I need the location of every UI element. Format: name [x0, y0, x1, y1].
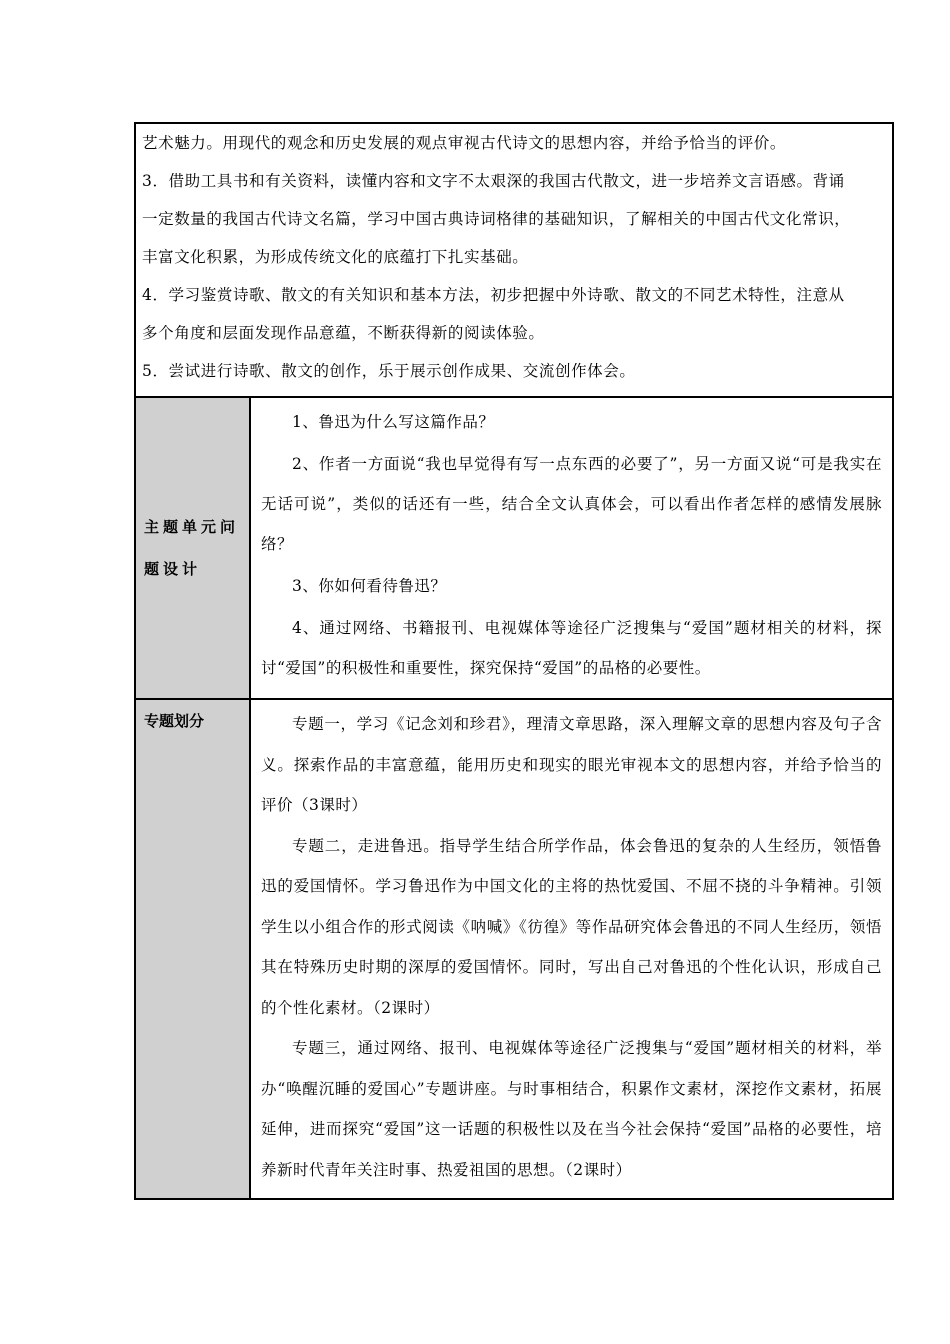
question-item: 4、通过网络、书籍报刊、电视媒体等途径广泛搜集与“爱国”题材相关的材料，探讨“爱国”的积极性和重要性，探究保持“爱国”的品格的必要性。: [261, 619, 882, 677]
topic-item: 专题三，通过网络、报刊、电视媒体等途径广泛搜集与“爱国”题材相关的材料，举办“唤醒沉睡的爱国心”专题讲座。与时事相结合，积累作文素材，深挖作文素材，拓展延伸，进而探究“爱国”这一话题的积极性以及在当今社会保持“爱国”品格的必要性，培养新时代青年关注时事、热爱祖国的思想。（2课时）: [261, 1039, 882, 1179]
question-design-label-cell: [135, 397, 250, 699]
question-design-content: [250, 397, 893, 699]
topic-item: 专题二，走进鲁迅。指导学生结合所学作品，体会鲁迅的复杂的人生经历，领悟鲁迅的爱国情怀。学习鲁迅作为中国文化的主将的热忱爱国、不屈不挠的斗争精神。引领学生以小组合作的形式阅读《呐喊》《彷徨》等作品研究体会鲁迅的不同人生经历，领悟其在特殊历史时期的深厚的爱国情怀。同时，写出自己对鲁迅的个性化认识，形成自己的个性化素材。（2课时）: [261, 836, 882, 1017]
goal-line: 3．借助工具书和有关资料，读懂内容和文字不太艰深的我国古代散文，进一步培养文言语感。背诵: [142, 172, 845, 190]
goal-line: 丰富文化积累，为形成传统文化的底蕴打下扎实基础。: [142, 248, 529, 266]
question-item: 3、你如何看待鲁迅？: [292, 577, 447, 595]
topics-content: [250, 699, 893, 1199]
goals-cell: [135, 123, 893, 397]
topics-label-cell: [135, 699, 250, 1199]
question-item: 2、作者一方面说“我也早觉得有写一点东西的必要了”，另一方面又说“可是我实在无话可说”，类似的话还有一些，结合全文认真体会，可以看出作者怎样的感情发展脉络？: [261, 455, 882, 553]
goal-line: 艺术魅力。用现代的观念和历史发展的观点审视古代诗文的思想内容，并给予恰当的评价。: [142, 134, 787, 152]
topic-item: 专题一，学习《记念刘和珍君》，理清文章思路，深入理解文章的思想内容及句子含义。探索作品的丰富意蕴，能用历史和现实的眼光审视本文的思想内容，并给予恰当的评价（3课时）: [261, 715, 882, 814]
goal-line: 5．尝试进行诗歌、散文的创作，乐于展示创作成果、交流创作体会。: [142, 362, 636, 380]
goal-line: 4．学习鉴赏诗歌、散文的有关知识和基本方法，初步把握中外诗歌、散文的不同艺术特性，注意从: [142, 286, 845, 304]
goal-line: 一定数量的我国古代诗文名篇，学习中国古典诗词格律的基础知识，了解相关的中国古代文化常识，: [142, 210, 851, 228]
topics-label: 专题划分: [144, 712, 205, 730]
goal-line: 多个角度和层面发现作品意蕴，不断获得新的阅读体验。: [142, 324, 545, 342]
topics-row: [135, 699, 893, 1199]
question-item: 1、鲁迅为什么写这篇作品？: [292, 413, 495, 431]
question-design-row: [135, 397, 893, 699]
goals-row: [135, 123, 893, 397]
question-design-label: 主题单元问题设计: [144, 518, 240, 578]
lesson-plan-table: [134, 122, 894, 1200]
